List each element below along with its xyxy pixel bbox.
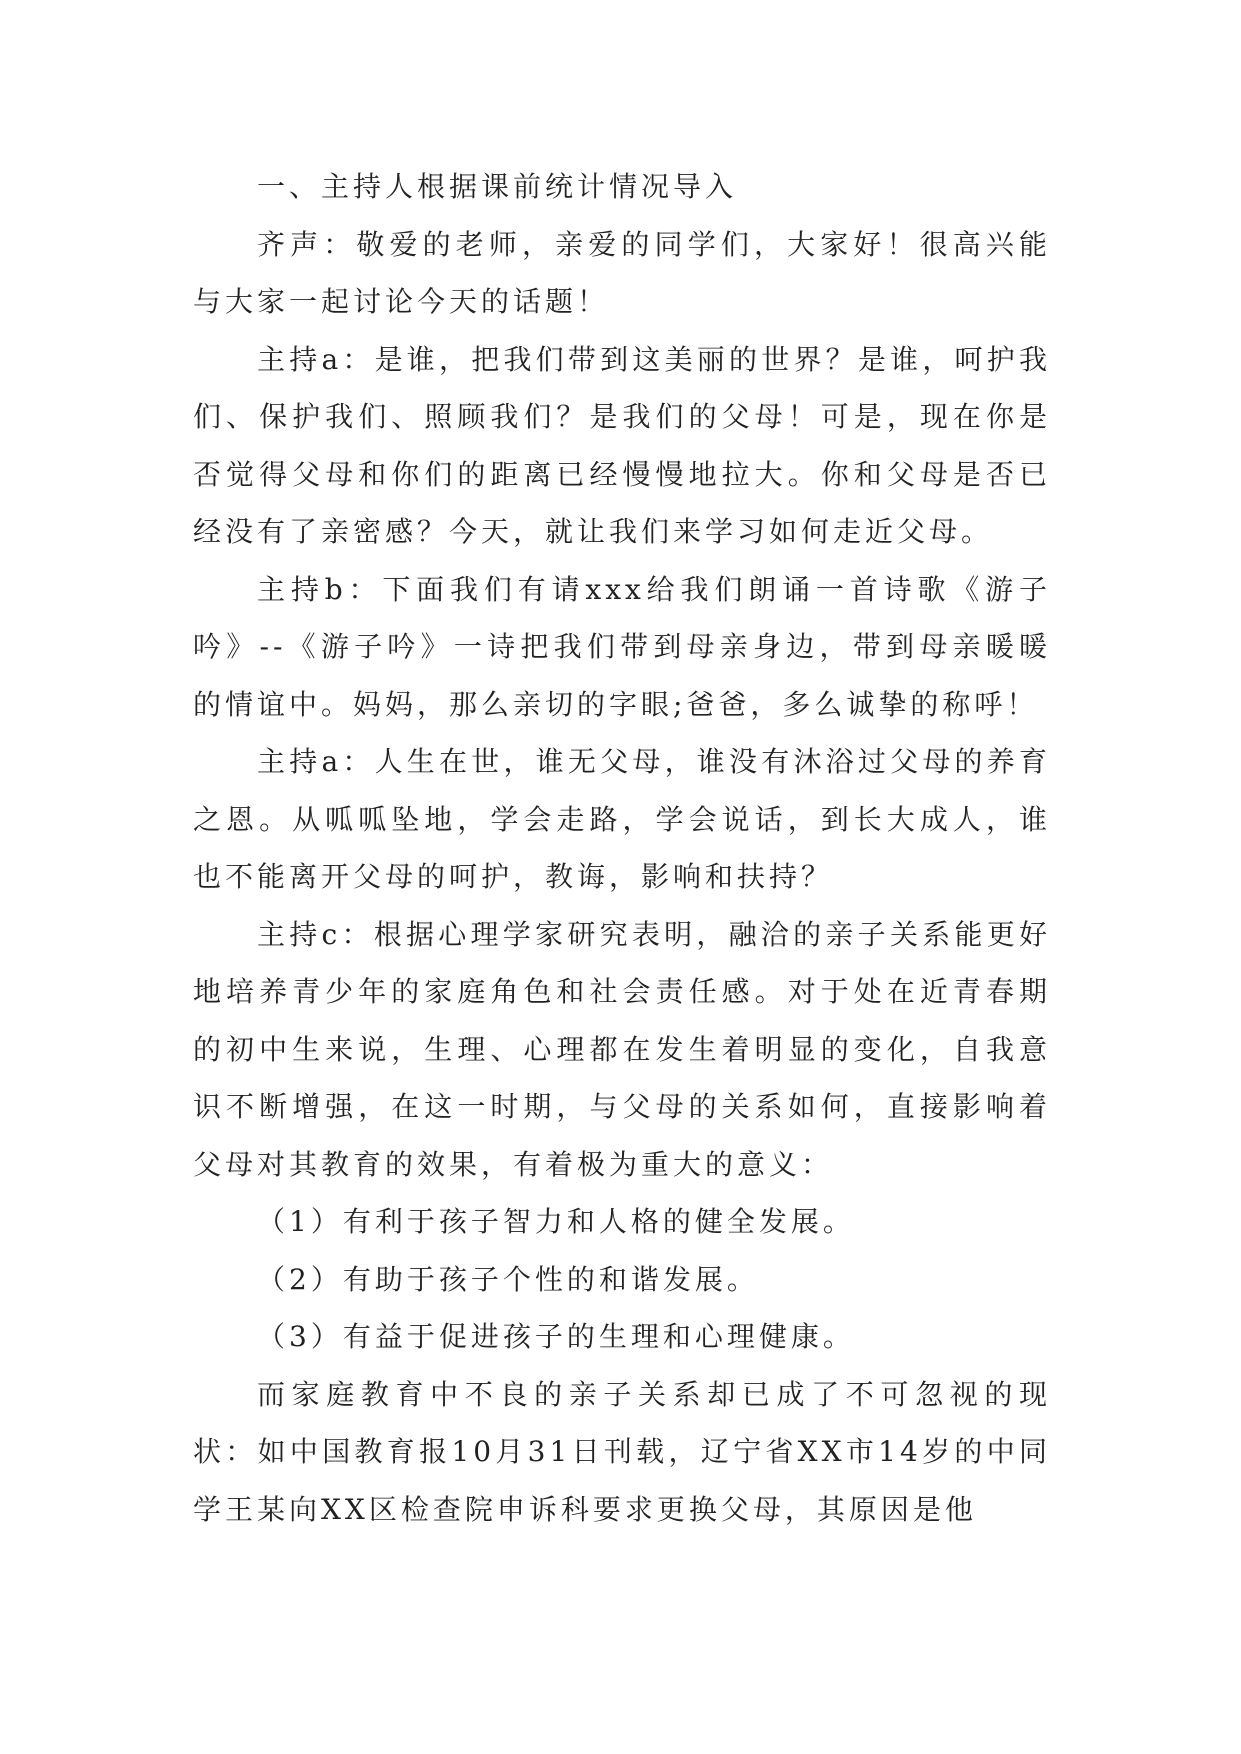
paragraph-host-b-poem: 主持b：下面我们有请xxx给我们朗诵一首诗歌《游子吟》--《游子吟》一诗把我们带到母亲身边，带到母亲暖暖的情谊中。妈妈，那么亲切的字眼;爸爸，多么诚挚的称呼！ <box>193 572 1051 721</box>
paragraph-host-a-intro: 主持a：是谁，把我们带到这美丽的世界？是谁，呵护我们、保护我们、照顾我们？是我们的父母！可是，现在你是否觉得父母和你们的距离已经慢慢地拉大。你和父母是否已经没有了亲密感？今天，就让我们来学习如何走近父母。 <box>193 342 1051 548</box>
paragraph-greeting: 齐声：敬爱的老师，亲爱的同学们，大家好！很高兴能与大家一起讨论今天的话题！ <box>193 227 1051 318</box>
list-item-1: （1）有利于孩子智力和人格的健全发展。 <box>257 1205 855 1238</box>
paragraph-host-a-gratitude: 主持a：人生在世，谁无父母，谁没有沐浴过父母的养育之恩。从呱呱坠地，学会走路，学会说话，到长大成人，谁也不能离开父母的呵护，教诲，影响和扶持？ <box>193 745 1051 893</box>
paragraph-host-c-research: 主持c：根据心理学家研究表明，融洽的亲子关系能更好地培养青少年的家庭角色和社会责任感。对于处在近青春期的初中生来说，生理、心理都在发生着明显的变化，自我意识不断增强，在这一时期，与父母的关系如何，直接影响着父母对其教育的效果，有着极为重大的意义： <box>193 917 1051 1181</box>
list-item-2: （2）有助于孩子个性的和谐发展。 <box>257 1262 759 1296</box>
paragraph-closing: 而家庭教育中不良的亲子关系却已成了不可忽视的现状：如中国教育报10月31日刊载，辽宁省XX市14岁的中同学王某向XX区检查院申诉科要求更换父母，其原因是他 <box>193 1377 1051 1526</box>
section-heading: 一、主持人根据课前统计情况导入 <box>257 170 738 203</box>
list-item-3: （3）有益于促进孩子的生理和心理健康。 <box>257 1320 855 1353</box>
document-body <box>193 158 1051 1538</box>
